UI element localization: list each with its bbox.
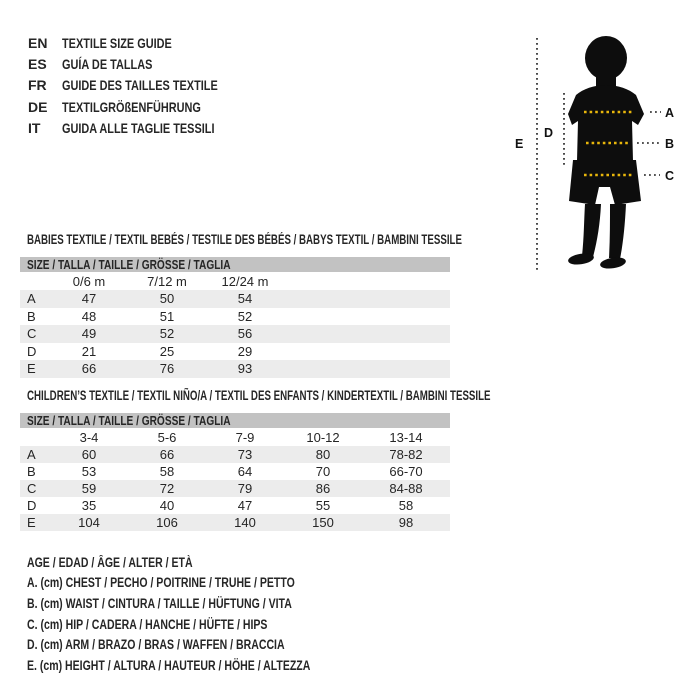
cell: 21	[81, 343, 97, 359]
table-row	[20, 360, 450, 378]
cell: 86	[315, 481, 331, 496]
cell: 52	[159, 326, 175, 342]
cell: 48	[81, 308, 97, 324]
cell: 40	[159, 498, 175, 513]
cell: 79	[237, 481, 253, 496]
column-header: 10-12	[306, 429, 340, 445]
measure-label-e: E	[515, 137, 524, 151]
cell: 66-70	[389, 464, 423, 479]
language-list	[28, 32, 262, 138]
cell: 47	[237, 498, 253, 513]
cell: 150	[312, 515, 334, 530]
cell: 93	[237, 361, 253, 377]
column-header: 7/12 m	[147, 273, 187, 289]
measure-label-d: D	[544, 126, 554, 140]
language-code: DE	[28, 98, 48, 115]
cell: 84-88	[389, 481, 423, 496]
cell: 80	[315, 447, 331, 462]
row-label: E	[27, 361, 36, 377]
column-header: 13-14	[389, 429, 423, 445]
row-label: D	[27, 343, 37, 359]
row-label: A	[27, 291, 36, 307]
legend-line-height: E. (cm) HEIGHT / ALTURA / HAUTEUR / HÖHE / ALTEZZA	[27, 657, 311, 673]
cell: 76	[159, 361, 175, 377]
language-item	[28, 32, 262, 53]
legend-line-hip: C. (cm) HIP / CADERA / HANCHE / HÜFTE / HIPS	[27, 616, 268, 632]
children-section-title: CHILDREN’S TEXTILE / TEXTIL NIÑO/A / TEXTIL DES ENFANTS / KINDERTEXTIL / BAMBINI TESSILE	[27, 388, 491, 403]
row-label: C	[27, 326, 37, 342]
language-item	[28, 96, 262, 117]
cell: 140	[234, 515, 256, 530]
cell: 72	[159, 481, 175, 496]
table-row	[20, 290, 450, 308]
children-column-headers	[20, 428, 450, 446]
measure-label-a: A	[665, 106, 675, 120]
table-row	[20, 325, 450, 343]
cell: 52	[237, 308, 253, 324]
row-label: B	[27, 308, 36, 324]
column-header: 5-6	[157, 429, 177, 445]
cell: 59	[81, 481, 97, 496]
table-row	[20, 446, 450, 463]
cell: 47	[81, 291, 97, 307]
cell: 56	[237, 326, 253, 342]
measure-label-b: B	[665, 137, 675, 151]
row-label: A	[27, 447, 36, 462]
language-item	[28, 53, 262, 74]
cell: 66	[159, 447, 175, 462]
table-row	[20, 343, 450, 361]
language-title: GUÍA DE TALLAS	[62, 55, 153, 72]
table-row	[20, 514, 450, 531]
cell: 58	[398, 498, 414, 513]
silhouette-shirt	[568, 85, 644, 161]
row-label: D	[27, 498, 37, 513]
cell: 25	[159, 343, 175, 359]
legend-line-waist: B. (cm) WAIST / CINTURA / TAILLE / HÜFTUNG / VITA	[27, 595, 292, 611]
babies-column-headers	[20, 272, 450, 290]
cell: 60	[81, 447, 97, 462]
cell: 50	[159, 291, 175, 307]
column-header: 7-9	[235, 429, 255, 445]
cell: 51	[159, 308, 175, 324]
cell: 64	[237, 464, 253, 479]
column-header: 0/6 m	[72, 273, 106, 289]
language-item	[28, 75, 262, 96]
babies-size-header-bar: SIZE / TALLA / TAILLE / GRÖSSE / TAGLIA	[20, 257, 450, 272]
legend-line-arm: D. (cm) ARM / BRAZO / BRAS / WAFFEN / BRACCIA	[27, 637, 285, 653]
legend-line-age: AGE / EDAD / ÂGE / ALTER / ETÀ	[27, 554, 193, 570]
silhouette-right-shoe	[599, 256, 626, 270]
table-row	[20, 463, 450, 480]
table-row	[20, 308, 450, 326]
children-size-header-bar: SIZE / TALLA / TAILLE / GRÖSSE / TAGLIA	[20, 413, 450, 428]
babies-section-title: BABIES TEXTILE / TEXTIL BEBÉS / TESTILE DES BÉBÉS / BABYS TEXTIL / BAMBINI TESSILE	[27, 232, 462, 247]
children-size-table	[20, 413, 450, 531]
column-header: 12/24 m	[221, 273, 269, 289]
language-title: TEXTILGRÖßENFÜHRUNG	[62, 98, 201, 115]
cell: 98	[398, 515, 414, 530]
legend-line-chest: A. (cm) CHEST / PECHO / POITRINE / TRUHE / PETTO	[27, 575, 295, 591]
cell: 73	[237, 447, 253, 462]
language-code: FR	[28, 77, 47, 94]
cell: 78-82	[389, 447, 423, 462]
language-code: IT	[28, 119, 41, 136]
cell: 66	[81, 361, 97, 377]
cell: 29	[237, 343, 253, 359]
cell: 70	[315, 464, 331, 479]
row-label: E	[27, 515, 36, 530]
language-code: EN	[28, 34, 48, 51]
column-header: 3-4	[79, 429, 99, 445]
babies-size-table	[20, 257, 450, 378]
cell: 49	[81, 326, 97, 342]
cell: 106	[156, 515, 178, 530]
measurement-legend	[27, 552, 390, 676]
silhouette-shorts	[569, 160, 641, 205]
measure-label-c: C	[665, 169, 675, 183]
cell: 55	[315, 498, 331, 513]
cell: 54	[237, 291, 253, 307]
silhouette-left-leg	[582, 204, 601, 257]
cell: 58	[159, 464, 175, 479]
language-title: GUIDA ALLE TAGLIE TESSILI	[62, 119, 215, 136]
cell: 104	[78, 515, 100, 530]
table-row	[20, 497, 450, 514]
language-title: TEXTILE SIZE GUIDE	[62, 34, 172, 51]
language-title: GUIDE DES TAILLES TEXTILE	[62, 77, 218, 94]
row-label: B	[27, 464, 36, 479]
table-row	[20, 480, 450, 497]
cell: 35	[81, 498, 97, 513]
row-label: C	[27, 481, 37, 496]
language-item	[28, 117, 262, 138]
language-code: ES	[28, 55, 47, 72]
cell: 53	[81, 464, 97, 479]
